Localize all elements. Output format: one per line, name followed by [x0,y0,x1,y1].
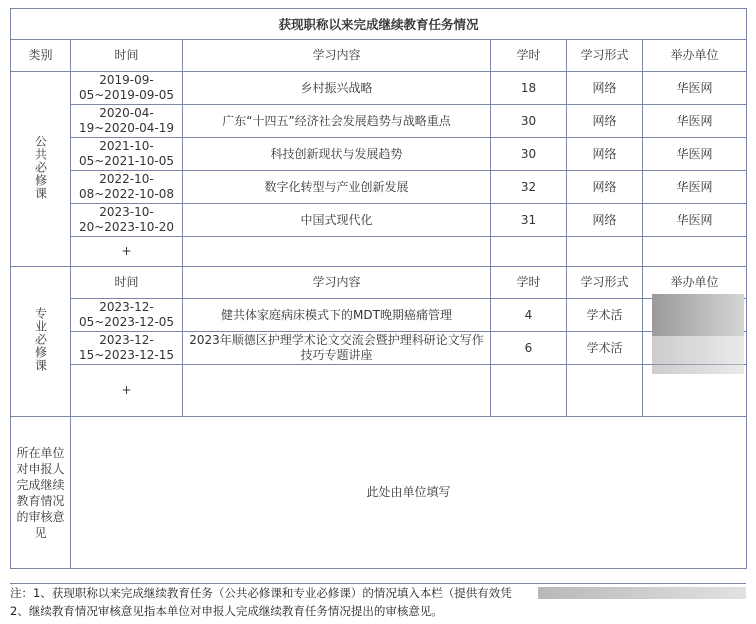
table-row [11,72,747,105]
header-content: 学习内容 [183,267,491,299]
cell-hours[interactable]: 18 [491,72,567,105]
empty-cell [643,237,747,267]
header-form: 学习形式 [567,40,643,72]
empty-cell [567,365,643,417]
cell-time[interactable]: 2021-10-05~2021-10-05 [71,138,183,171]
header-form: 学习形式 [567,267,643,299]
cell-form[interactable]: 学术活 [567,332,643,365]
table-row [11,332,747,365]
review-label: 所在单位对申报人完成继续教育情况的审核意见 [11,417,71,569]
cell-hours[interactable]: 6 [491,332,567,365]
cell-hours[interactable]: 32 [491,171,567,204]
category-public: 公共必修课 [11,72,71,267]
cell-hours[interactable]: 31 [491,204,567,237]
cell-time[interactable]: 2023-10-20~2023-10-20 [71,204,183,237]
header-organizer: 举办单位 [643,40,747,72]
cell-time[interactable]: 2023-12-05~2023-12-05 [71,299,183,332]
header-time: 时间 [71,40,183,72]
cell-form[interactable]: 网络 [567,105,643,138]
cell-form[interactable]: 网络 [567,204,643,237]
education-table [10,8,747,569]
cell-form[interactable]: 网络 [567,72,643,105]
review-row [11,417,747,569]
redaction-block [652,336,744,374]
header-hours: 学时 [491,40,567,72]
empty-cell [491,237,567,267]
empty-cell [183,237,491,267]
note-line-2: 2、继续教育情况审核意见指本单位对申报人完成继续教育任务情况提出的审核意见。 [10,604,443,618]
cell-organizer[interactable]: 华医网 [643,72,747,105]
table-row [11,138,747,171]
redaction-block [538,587,746,599]
cell-organizer[interactable]: 华医网 [643,105,747,138]
cell-organizer[interactable]: 华医网 [643,171,747,204]
cell-hours[interactable]: 30 [491,138,567,171]
cell-hours[interactable]: 4 [491,299,567,332]
table-row [11,299,747,332]
cell-time[interactable]: 2023-12-15~2023-12-15 [71,332,183,365]
redaction-block [652,294,744,336]
cell-content[interactable]: 广东“十四五”经济社会发展趋势与战略重点 [183,105,491,138]
add-row-button[interactable]: + [71,237,183,267]
header-row [11,40,747,72]
table-row [11,204,747,237]
cell-organizer[interactable]: 华医网 [643,138,747,171]
empty-cell [183,365,491,417]
cell-content[interactable]: 数字化转型与产业创新发展 [183,171,491,204]
table-row [11,171,747,204]
cell-form[interactable]: 网络 [567,138,643,171]
header-category: 类别 [11,40,71,72]
cell-content[interactable]: 2023年顺德区护理学术论文交流会暨护理科研论文写作技巧专题讲座 [183,332,491,365]
cell-time[interactable]: 2020-04-19~2020-04-19 [71,105,183,138]
cell-content[interactable]: 乡村振兴战略 [183,72,491,105]
category-professional: 专业必修课 [11,267,71,417]
cell-time[interactable]: 2019-09-05~2019-09-05 [71,72,183,105]
table-title: 获现职称以来完成继续教育任务情况 [11,9,747,40]
header-time: 时间 [71,267,183,299]
cell-form[interactable]: 学术活 [567,299,643,332]
continuing-education-form [10,8,746,569]
empty-cell [567,237,643,267]
cell-content[interactable]: 科技创新现状与发展趋势 [183,138,491,171]
note-line-1: 注：1、获现职称以来完成继续教育任务（公共必修课和专业必修课）的情况填入本栏（提供有效凭 [10,586,512,600]
header-organizer: 举办单位 [643,267,747,299]
header-content: 学习内容 [183,40,491,72]
add-row-button[interactable]: + [71,365,183,417]
cell-form[interactable]: 网络 [567,171,643,204]
table-row [11,365,747,417]
review-input[interactable]: 此处由单位填写 [71,417,747,569]
cell-organizer[interactable]: 华医网 [643,204,747,237]
cell-content[interactable]: 中国式现代化 [183,204,491,237]
header-row [11,267,747,299]
table-row [11,105,747,138]
cell-time[interactable]: 2022-10-08~2022-10-08 [71,171,183,204]
header-hours: 学时 [491,267,567,299]
empty-cell [491,365,567,417]
table-row [11,237,747,267]
cell-hours[interactable]: 30 [491,105,567,138]
cell-content[interactable]: 健共体家庭病床模式下的MDT晚期癌痛管理 [183,299,491,332]
